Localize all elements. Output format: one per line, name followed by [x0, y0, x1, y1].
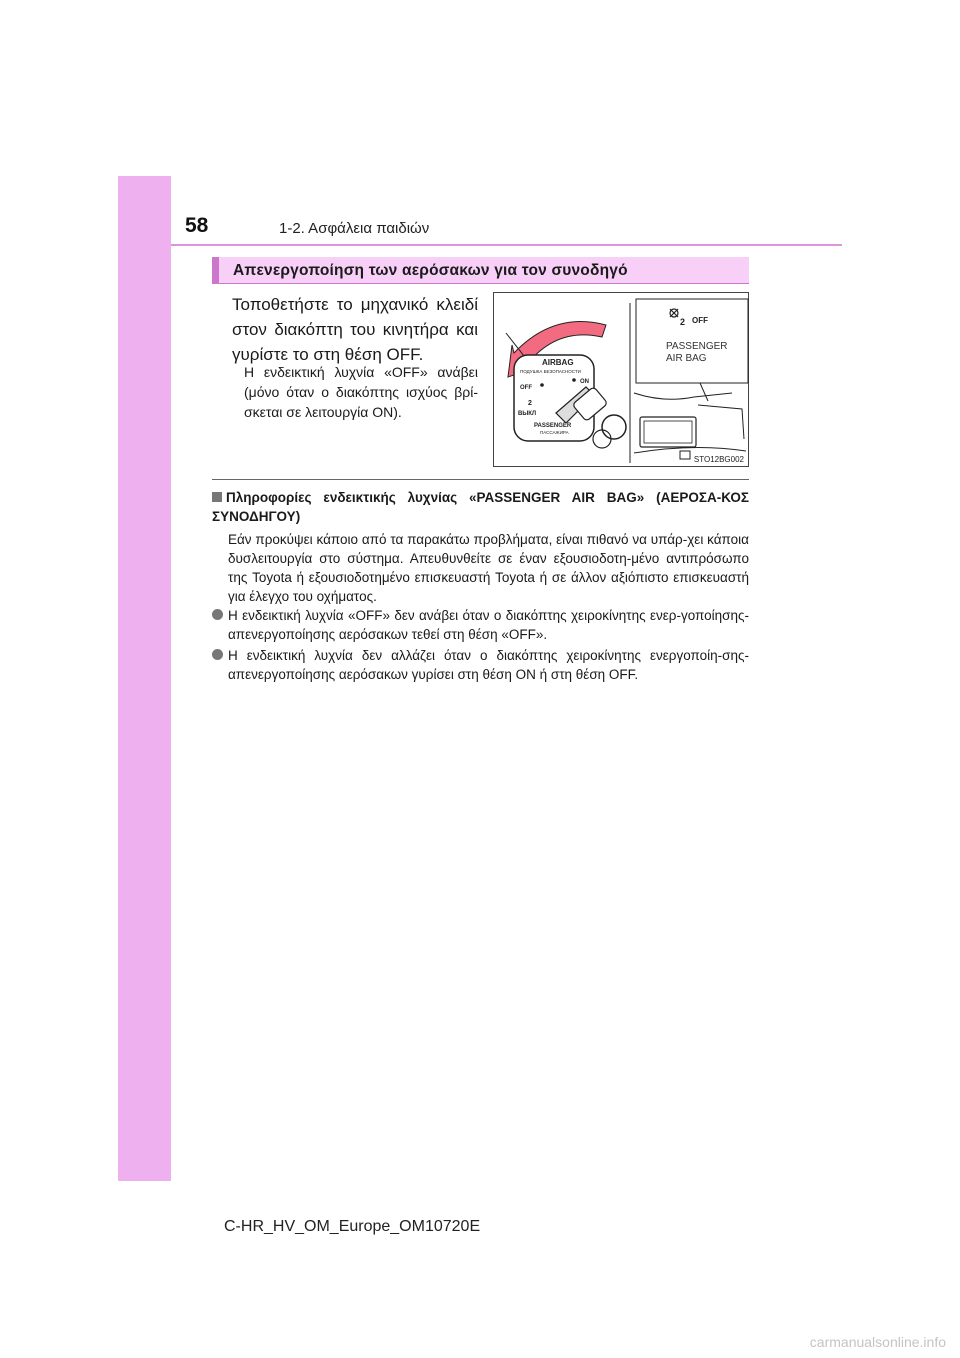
- label-passenger: PASSENGER: [534, 423, 572, 429]
- dash-contour: [698, 405, 744, 439]
- list-item-text: Η ενδεικτική λυχνία «OFF» δεν ανάβει όταν ο διακόπτης χειροκίνητης ενερ-γοποίησης-απενεργοποίησης αερόσακων τεθεί στη θέση «OFF».: [228, 608, 749, 642]
- side-band: [118, 176, 171, 1181]
- info-heading-text: Πληροφορίες ενδεικτικής λυχνίας «PASSENGER AIR BAG» (ΑΕΡΟΣΑ-ΚΟΣ ΣΥΝΟΔΗΓΟΥ): [212, 490, 749, 524]
- label-switch-off: OFF: [520, 385, 532, 391]
- indicator-line2: AIR BAG: [666, 353, 707, 364]
- dash-vent: [680, 451, 690, 459]
- indicator-number: 2: [680, 317, 686, 327]
- leader-line-2: [700, 383, 708, 401]
- illustration-drawing: [494, 293, 750, 468]
- info-heading: [212, 488, 749, 526]
- list-item-text: Η ενδεικτική λυχνία δεν αλλάζει όταν ο διακόπτης χειροκίνητης ενεργοποίη-σης-απενεργοποίησης αερόσακων γυρίσει στη θέση ON ή στη θέση OFF.: [228, 648, 749, 682]
- label-switch-on: ON: [580, 379, 589, 385]
- label-vykl: ВЫКЛ: [518, 411, 537, 417]
- indicator-line1: PASSENGER: [666, 341, 728, 352]
- square-bullet-icon: [212, 492, 222, 502]
- step-instruction: Τοποθετήστε το μηχανικό κλειδί στον διακόπτη του κινητήρα και γυρίστε το στη θέση OFF.: [232, 295, 478, 364]
- topic-title-bar: [212, 257, 749, 284]
- watermark: carmanualsonline.info: [809, 1334, 946, 1350]
- label-icon-number: 2: [528, 400, 532, 407]
- header-rule: [171, 244, 842, 246]
- info-body: Εάν προκύψει κάποιο από τα παρακάτω προβλήματα, είναι πιθανό να υπάρ-χει κάποια δυσλειτουργία στο σύστημα. Απευθυνθείτε σε έναν εξουσιοδοτη-μένο αντιπρόσωπο της Toyota ή εξουσιοδοτημένο επισκευαστή Toyota ή σε άλλον αξιόπιστο επισκευαστή για έλεγχο του οχήματος.: [228, 532, 749, 604]
- step-note: Η ενδεικτική λυχνία «OFF» ανάβει (μόνο όταν ο διακόπτης ισχύος βρί-σκεται σε λειτουργία ON).: [244, 364, 478, 420]
- on-dot-icon: [572, 378, 576, 382]
- circle-bullet-icon: [212, 649, 223, 660]
- circle-bullet-icon: [212, 609, 223, 620]
- topic-title: Απενεργοποίηση των αερόσακων για τον συνοδηγό: [233, 262, 628, 279]
- label-airbag: AIRBAG: [542, 358, 574, 367]
- page-number: 58: [185, 214, 209, 237]
- section-title: 1-2. Ασφάλεια παιδιών: [279, 220, 430, 237]
- label-ru-bottom: ПАССАЖИРА: [540, 430, 569, 435]
- switch-illustration: [493, 292, 749, 467]
- footer-doc-id: C-HR_HV_OM_Europe_OM10720E: [224, 1218, 481, 1235]
- figure-code: STO12BG002: [693, 455, 744, 464]
- off-dot-icon: [540, 383, 544, 387]
- indicator-off: OFF: [692, 316, 708, 325]
- dash-line: [634, 393, 732, 399]
- label-ru-top: ПОДУШКА БЕЗОПАСНОСТИ: [520, 369, 581, 374]
- dash-screen: [640, 417, 696, 447]
- list-item: [212, 646, 749, 684]
- list-item: [212, 606, 749, 644]
- section-divider: [212, 479, 749, 480]
